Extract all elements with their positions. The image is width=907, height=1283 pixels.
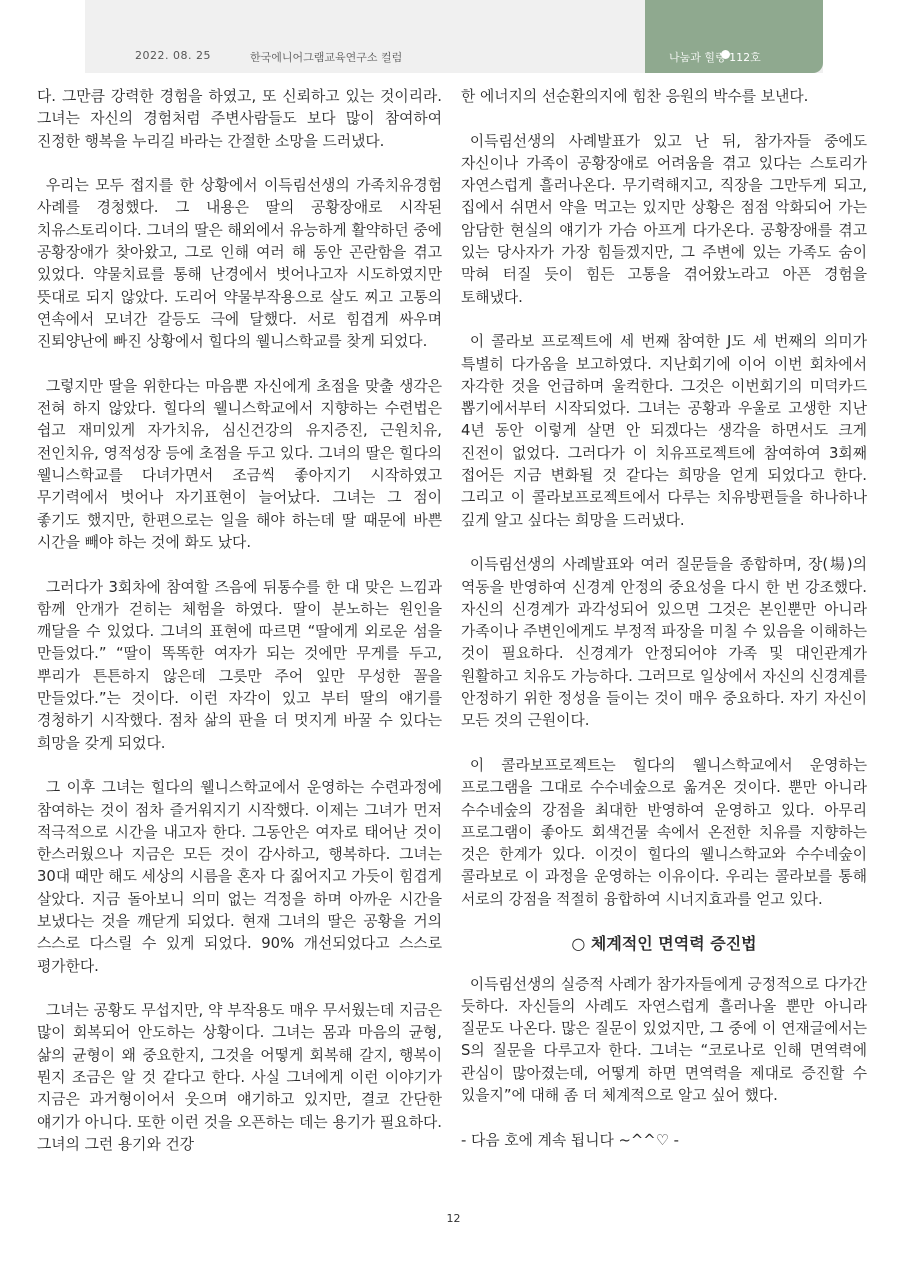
paragraph: 이득림선생의 사례발표가 있고 난 뒤, 참가자들 중에도 자신이나 가족이 공황장애로 어려움을 겪고 있다는 스토리가 자연스럽게 흘러나온다. 무기력해지고, 직장을 그만두게 되고, 집에서 쉬면서 약을 먹고는 있지만 상황은 점점 악화되어 가는 암담한 현실의 얘기가 가슴 아프게 다가온다. 공황장애를 겪고 있는 당사자가 가장 힘들겠지만, 그 주변에 있는 가족도 숨이 막혀 터질 듯이 힘든 고통을 겪어왔노라고 아픈 경험을 토해냈다. <box>461 132 867 306</box>
paragraph: 이득림선생의 사례발표와 여러 질문들을 종합하며, 장(場)의 역동을 반영하여 신경계 안정의 중요성을 다시 한 번 강조했다. 자신의 신경계가 과각성되어 있으면 그것은 본인뿐만 아니라 가족이나 주변인에게도 부정적 파장을 미칠 수 있음을 이해하는 것이 필요하다. 신경계가 안정되어야 가족 및 대인관계가 원활하고 치유도 가능하다. 그러므로 일상에서 자신의 신경계를 안정하기 위한 정성을 들이는 것이 매우 중요하다. 자기 자신이 모든 것의 근원이다. <box>461 556 867 730</box>
paragraph: 한 에너지의 선순환의지에 힘찬 응원의 박수를 보낸다. <box>461 88 809 105</box>
paragraph: 이 콜라보 프로젝트에 세 번째 참여한 J도 세 번째의 의미가 특별히 다가옴을 보고하였다. 지난회기에 이어 이번 회차에서 자각한 것을 언급하며 울컥한다. 그것은 이번회기의 미덕카드 뽑기에서부터 시작되었다. 그녀는 공황과 우울로 고생한 지난 4년 동안 이렇게 살면 안 되겠다는 생각을 하면서도 크게 진전이 없었다. 그러다가 이 치유프로젝트에 참여하여 3회째 접어든 지금 변화될 것 같다는 희망을 얻게 되었다고 한다. 그리고 이 콜라보프로젝트에서 다루는 치유방편들을 하나하나 깊게 알고 싶다는 희망을 드러냈다. <box>461 333 867 529</box>
paragraph: 우리는 모두 접지를 한 상황에서 이득림선생의 가족치유경험 사례를 경청했다. 그 내용은 딸의 공황장애로 시작된 치유스토리이다. 그녀의 딸은 해외에서 유능하게 활약하던 중에 공황장애가 찾아왔고, 그로 인해 여러 해 동안 곤란함을 겪고 있었다. 약물치료를 통해 난경에서 벗어나고자 시도하였지만 뜻대로 되지 않았다. 도리어 약물부작용으로 살도 찌고 고통의 연속에서 모녀간 갈등도 극에 달했다. 서로 힘겹게 싸우며 진퇴양난에 빠진 상황에서 힐다의 웰니스학교를 찾게 되었다. <box>37 177 442 351</box>
paragraph: 이 콜라보프로젝트는 힐다의 웰니스학교에서 운영하는 프로그램을 그대로 수수네숲으로 옮겨온 것이다. 뿐만 아니라 수수네숲의 강점을 최대한 반영하여 운영하고 있다. 아무리 프로그램이 좋아도 회색건물 속에서 온전한 치유를 지향하는 것은 한계가 있다. 이것이 힐다의 웰니스학교와 수수네숲이 콜라보로 이 과정을 운영하는 이유이다. 우리는 콜라보를 통해 서로의 강점을 적절히 융합하여 시너지효과를 얻고 있다. <box>461 756 867 908</box>
header-date: 2022. 08. 25 <box>135 49 211 62</box>
paragraph: 그러다가 3회차에 참여할 즈음에 뒤통수를 한 대 맞은 느낌과 함께 안개가 걷히는 체험을 하였다. 딸이 분노하는 원인을 깨달을 수 있었다. 그녀의 표현에 따르면 “딸에게 외로운 섬을 만들었다.” “딸이 똑똑한 여자가 되는 것에만 무게를 두고, 뿌리가 튼튼하지 않은데 그릇만 주어 잎만 무성한 꼴을 만들었다.”는 것이다. 이런 자각이 있고 부터 딸의 얘기를 경청하기 시작했다. 점차 삶의 판을 더 멋지게 바꿀 수 있다는 희망을 갖게 되었다. <box>37 578 442 752</box>
right-column <box>461 86 867 1174</box>
page-header <box>85 0 823 73</box>
left-column <box>37 86 442 1156</box>
page-number: 12 <box>446 1212 461 1225</box>
section-heading: ○ 체계적인 면역력 증진법 <box>571 934 757 954</box>
paragraph: 그 이후 그녀는 힐다의 웰니스학교에서 운영하는 수련과정에 참여하는 것이 점차 즐거워지기 시작했다. 이제는 그녀가 먼저 적극적으로 시간을 내고자 한다. 그동안은 여자로 태어난 것이 한스러웠으나 지금은 모든 것이 감사하고, 행복하다. 그녀는 30대 때만 해도 세상의 시름을 혼자 다 짊어지고 가듯이 힘겹게 살았다. 지금 돌아보니 의미 없는 걱정을 하며 아까운 시간을 보냈다는 것을 깨닫게 되었다. 현재 그녀의 딸은 공황을 거의 스스로 다스릴 수 있게 되었다. 90% 개선되었다고 스스로 평가한다. <box>37 779 442 975</box>
paragraph: 그녀는 공황도 무섭지만, 약 부작용도 매우 무서웠는데 지금은 많이 회복되어 안도하는 상황이다. 그녀는 몸과 마음의 균형, 삶의 균형이 왜 중요한지, 그것을 어떻게 회복해 갈지, 행복이 뭔지 조금은 알 것 같다고 한다. 사실 그녀에게 이런 이야기가 지금은 과거형이어서 웃으며 얘기하고 있지만, 결코 간단한 얘기가 아니다. 또한 이런 것을 오픈하는 데는 용기가 필요하다. 그녀의 그런 용기와 건강 <box>37 1002 442 1153</box>
continued-note: - 다음 호에 계속 됩니다 ~^^♡ - <box>461 1131 680 1149</box>
paragraph: 그렇지만 딸을 위한다는 마음뿐 자신에게 초점을 맞출 생각은 전혀 하지 않았다. 힐다의 웰니스학교에서 지향하는 수련법은 쉽고 재미있게 자가치유, 심신건강의 유지증진, 근원치유, 전인치유, 영적성장 등에 초점을 두고 있다. 그녀의 딸은 힐다의 웰니스학교를 다녀가면서 조금씩 좋아지기 시작하였고 무기력에서 벗어나 자기표현이 늘어났다. 그녀는 그 점이 좋기도 했지만, 한편으로는 일을 해야 하는데 딸 때문에 바쁜 시간을 빼야 하는 것에 화도 났다. <box>37 377 442 551</box>
header-issue: 나눔과 힐링 112호 <box>669 51 761 64</box>
paragraph: 다. 그만큼 강력한 경험을 하였고, 또 신뢰하고 있는 것이리라. 그녀는 자신의 경험처럼 주변사람들도 보다 많이 참여하여 진정한 행복을 누리길 바라는 간절한 소망을 드러냈다. <box>37 88 442 150</box>
header-column-name: 한국에니어그램교육연구소 컬럼 <box>250 51 403 64</box>
paragraph: 이득림선생의 실증적 사례가 참가자들에게 긍정적으로 다가간 듯하다. 자신들의 사례도 자연스럽게 흘러나올 뿐만 아니라 질문도 나온다. 많은 질문이 있었지만, 그 중에 이 연재글에서는 S의 질문을 다루고자 한다. 그녀는 “코로나로 인해 면역력에 관심이 많아졌는데, 어떻게 하면 면역력을 제대로 증진할 수 있을지”에 대해 좀 더 체계적으로 알고 싶어 했다. <box>461 975 867 1105</box>
